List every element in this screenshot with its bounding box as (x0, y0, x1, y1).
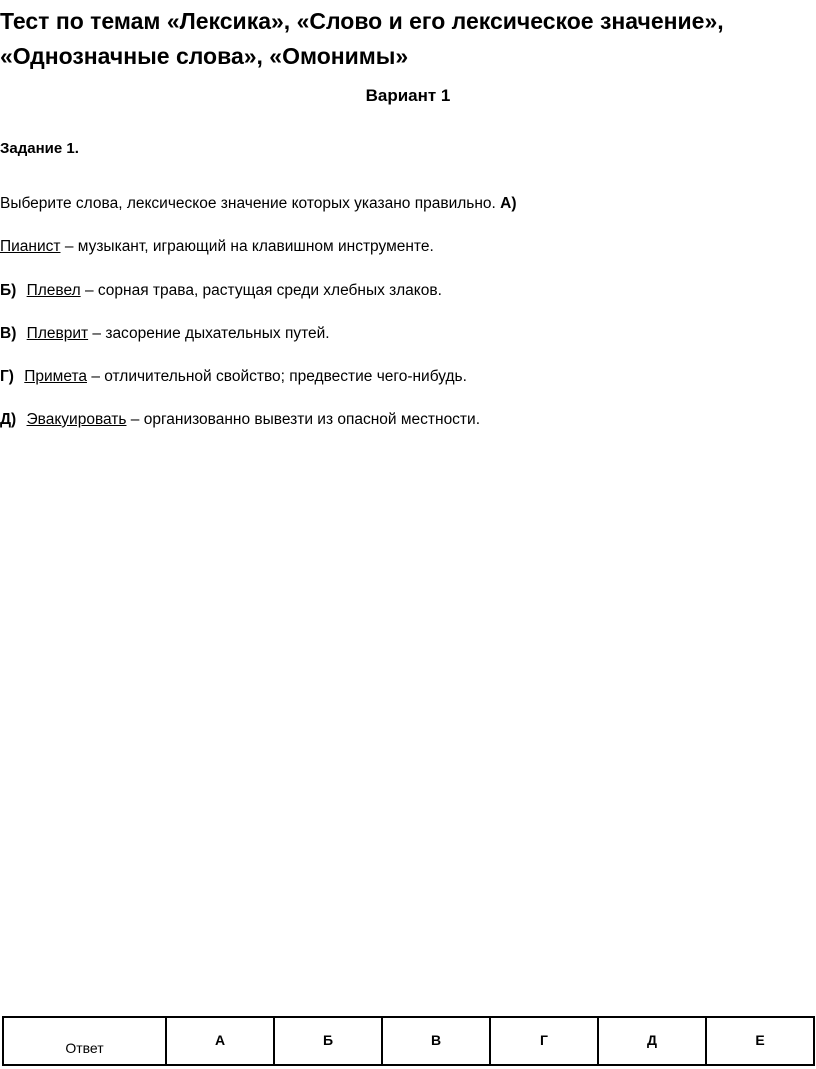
option-g-word: Примета (24, 368, 87, 385)
instruction-text: Выберите слова, лексическое значение которых указано правильно. (0, 195, 496, 212)
option-b-definition: – сорная трава, растущая среди хлебных злаков. (84, 282, 442, 299)
answer-column-g[interactable]: Г (490, 1017, 598, 1065)
option-d-definition: – организованно вывезти из опасной местности. (130, 411, 481, 428)
answer-column-v[interactable]: В (382, 1017, 490, 1065)
answer-label: Ответ (3, 1017, 166, 1065)
option-v-definition: – засорение дыхательных путей. (92, 325, 330, 342)
answer-row (3, 1017, 814, 1065)
option-g (0, 368, 467, 386)
option-b (0, 282, 442, 300)
option-a-word: Пианист (0, 238, 61, 255)
option-d (0, 411, 480, 429)
option-v-letter: В) (0, 325, 17, 342)
option-a (0, 238, 434, 256)
instruction-line (0, 195, 517, 213)
task-label: Задание 1. (0, 140, 79, 157)
option-v-word: Плеврит (26, 325, 89, 342)
option-d-letter: Д) (0, 411, 17, 428)
answer-column-a[interactable]: А (166, 1017, 274, 1065)
answer-column-e[interactable]: Е (706, 1017, 814, 1065)
option-v (0, 325, 330, 343)
option-b-word: Плевел (26, 282, 81, 299)
answer-column-b[interactable]: Б (274, 1017, 382, 1065)
answer-column-d[interactable]: Д (598, 1017, 706, 1065)
option-a-letter: А) (500, 195, 517, 212)
document-title: Тест по темам «Лексика», «Слово и его лексическое значение», «Однозначные слова», «Омонимы» (0, 8, 724, 69)
option-a-definition: – музыкант, играющий на клавишном инструменте. (64, 238, 434, 255)
answer-table (2, 1016, 815, 1066)
option-d-word: Эвакуировать (26, 411, 127, 428)
option-g-letter: Г) (0, 368, 14, 385)
option-g-definition: – отличительной свойство; предвестие чего-нибудь. (91, 368, 467, 385)
option-b-letter: Б) (0, 282, 17, 299)
variant-heading: Вариант 1 (365, 86, 451, 105)
